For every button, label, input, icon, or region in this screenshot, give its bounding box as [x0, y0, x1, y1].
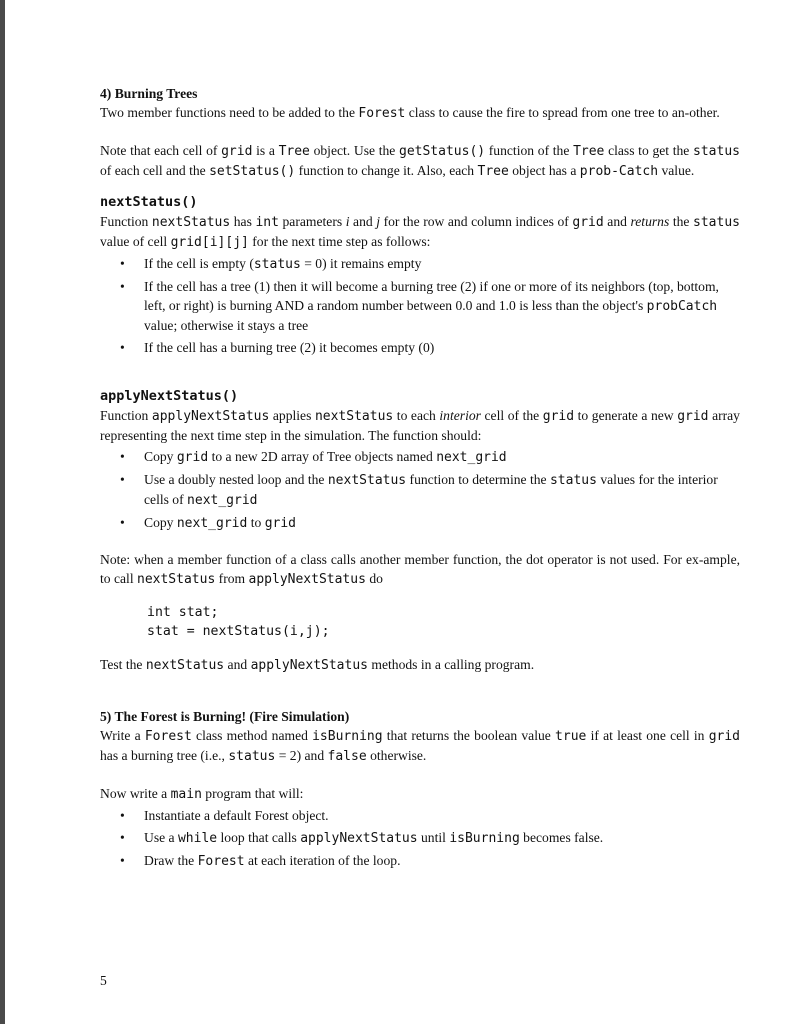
- applynextstatus-steps-list: [100, 447, 740, 533]
- list-item: • Use a while loop that calls applyNextStatus until isBurning becomes false.: [100, 828, 740, 848]
- nextstatus-description: Function nextStatus has int parameters i and j for the row and column indices of grid and returns the status value of cell grid[i][j] for the next time step as follows:: [100, 214, 740, 250]
- section-4-note: Note that each cell of grid is a Tree object. Use the getStatus() function of the Tree class to get the status of each cell and the setStatus() function to change it. Also, each Tree object has a prob-Catch value.: [100, 143, 740, 179]
- list-item: • Use a doubly nested loop and the nextStatus function to determine the status values for the interior cells of next_grid: [100, 470, 740, 510]
- section-4-intro: Two member functions need to be added to the Forest class to cause the fire to spread from one tree to an-other.: [100, 105, 720, 121]
- nextstatus-rules-list: [100, 254, 740, 357]
- page-content: [100, 84, 740, 874]
- section-5-description: Write a Forest class method named isBurning that returns the boolean value true if at least one cell in grid has a burning tree (i.e., status = 2) and false otherwise.: [100, 728, 740, 764]
- section-4-title: 4) Burning Trees: [100, 86, 198, 101]
- section-5-title: 5) The Forest is Burning! (Fire Simulation): [100, 709, 350, 724]
- document-page: [5, 0, 797, 1024]
- list-item: • Instantiate a default Forest object.: [100, 806, 740, 825]
- list-item: • If the cell has a burning tree (2) it becomes empty (0): [100, 338, 740, 357]
- main-program-intro: Now write a main program that will:: [100, 786, 304, 802]
- code-line: stat = nextStatus(i,j);: [147, 624, 330, 639]
- applynextstatus-description: Function applyNextStatus applies nextStatus to each interior cell of the grid to generate a new grid array representing the next time step in the simulation. The function should:: [100, 408, 740, 443]
- code-snippet: [147, 603, 740, 641]
- list-item: • Copy next_grid to grid: [100, 513, 740, 533]
- list-item: • If the cell is empty (status = 0) it remains empty: [100, 254, 740, 274]
- nextstatus-heading: nextStatus(): [100, 194, 198, 210]
- code-line: int stat;: [147, 605, 219, 620]
- list-item: • If the cell has a tree (1) then it will become a burning tree (2) if one or more of its neighbors (top, bottom, left, or right) is burning AND a random number between 0.0 and 1.0 is less than the object's probCatch value; otherwise it stays a tree: [100, 277, 740, 335]
- member-function-note: Note: when a member function of a class calls another member function, the dot operator is not used. For ex-ample, to call nextStatus from applyNextStatus do: [100, 552, 740, 587]
- main-program-list: [100, 806, 740, 871]
- applynextstatus-heading: applyNextStatus(): [100, 388, 239, 404]
- page-number: 5: [100, 973, 107, 988]
- list-item: • Copy grid to a new 2D array of Tree objects named next_grid: [100, 447, 740, 467]
- test-instruction: Test the nextStatus and applyNextStatus methods in a calling program.: [100, 657, 535, 673]
- list-item: • Draw the Forest at each iteration of the loop.: [100, 851, 740, 871]
